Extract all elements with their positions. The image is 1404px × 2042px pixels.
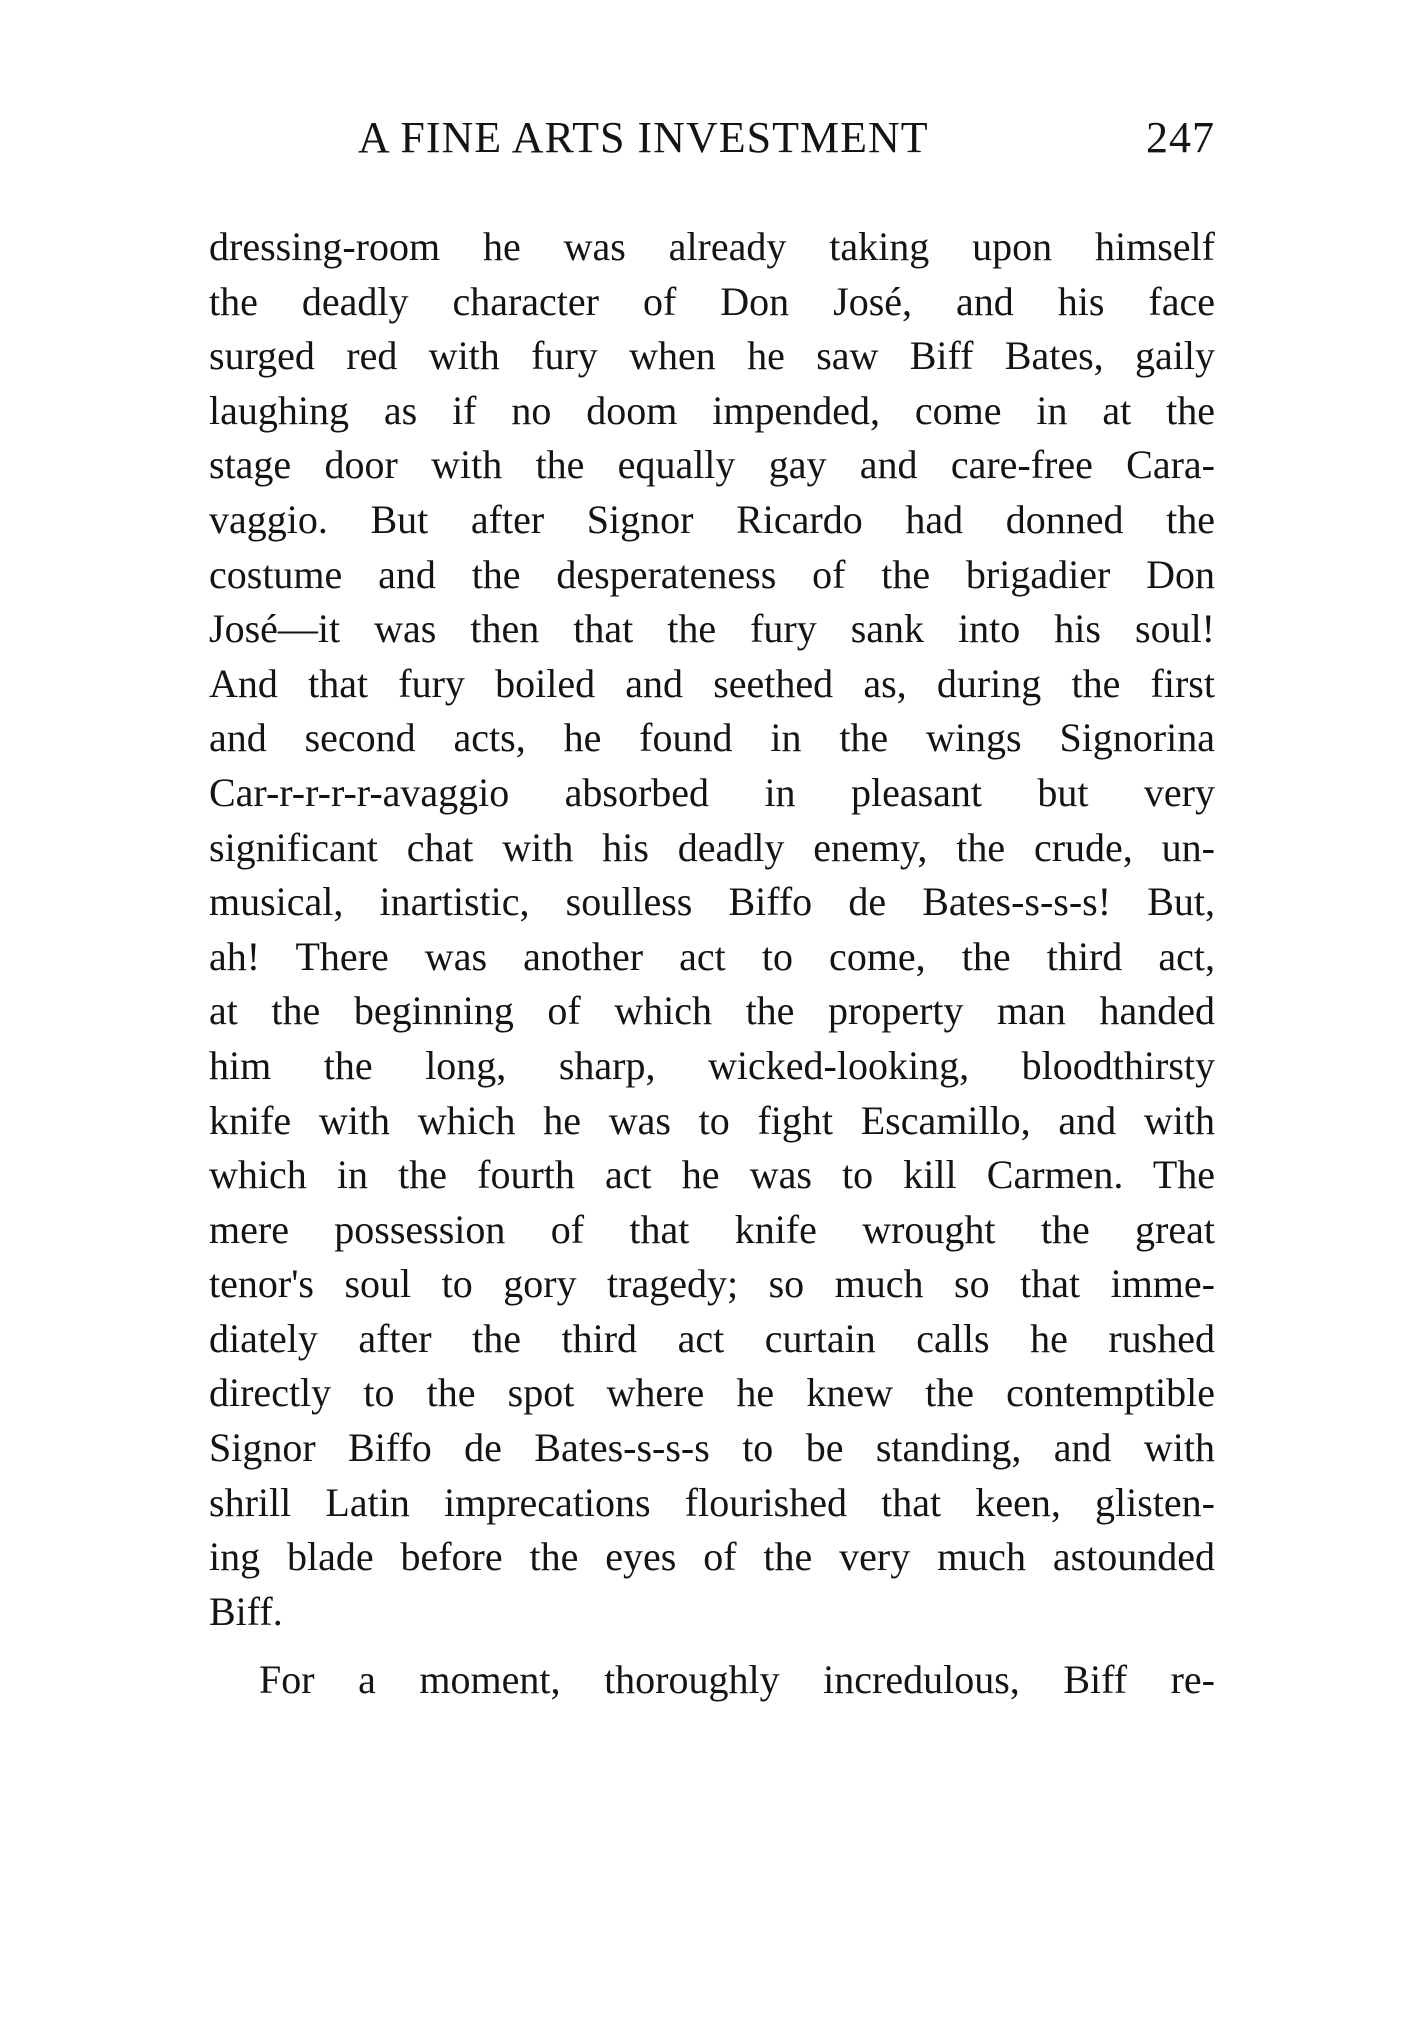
text-line: laughing as if no doom impended, come in at the [209,387,1215,433]
paragraph [209,1653,1215,1708]
text-line: Signor Biffo de Bates-s-s-s to be standing, and with [209,1425,1215,1471]
text-line: at the beginning of which the property man handed [209,988,1215,1034]
text-line: ing blade before the eyes of the very much astounded [209,1534,1215,1580]
text-line: musical, inartistic, soulless Biffo de Bates-s-s-s! But, [209,879,1215,925]
text-line: knife with which he was to fight Escamillo, and with [209,1097,1215,1143]
text-line: dressing-room he was already taking upon himself [209,224,1215,269]
text-line: Car-r-r-r-r-avaggio absorbed in pleasant but very [209,769,1215,815]
text-line: and second acts, he found in the wings Signorina [209,715,1215,761]
text-line: which in the fourth act he was to kill Carmen. The [209,1152,1215,1198]
text-line: him the long, sharp, wicked-looking, bloodthirsty [209,1042,1215,1088]
text-line: shrill Latin imprecations flourished that keen, glisten- [209,1479,1215,1525]
text-line: diately after the third act curtain calls he rushed [209,1315,1215,1361]
text-line: directly to the spot where he knew the contemptible [209,1370,1215,1416]
text-line: tenor's soul to gory tragedy; so much so that imme- [209,1261,1215,1307]
page-header [209,112,1215,172]
text-line: Biff. [209,1588,283,1634]
text-line: vaggio. But after Signor Ricardo had donned the [209,496,1215,542]
page-number: 247 [1146,113,1215,162]
text-line: For a moment, thoroughly incredulous, Biff re- [259,1657,1215,1703]
text-line: mere possession of that knife wrought the great [209,1206,1215,1252]
text-line: costume and the desperateness of the brigadier Don [209,551,1215,597]
text-line: significant chat with his deadly enemy, the crude, un- [209,824,1215,870]
text-line: ah! There was another act to come, the third act, [209,933,1215,979]
text-line: the deadly character of Don José, and his face [209,278,1215,324]
paragraph [209,220,1215,1639]
text-line: stage door with the equally gay and care-free Cara- [209,442,1215,488]
text-line: surged red with fury when he saw Biff Bates, gaily [209,333,1215,379]
running-title: A FINE ARTS INVESTMENT [358,113,929,162]
body-text [209,220,1215,1708]
text-line: And that fury boiled and seethed as, during the first [209,660,1215,706]
text-line: José—it was then that the fury sank into his soul! [209,606,1215,652]
